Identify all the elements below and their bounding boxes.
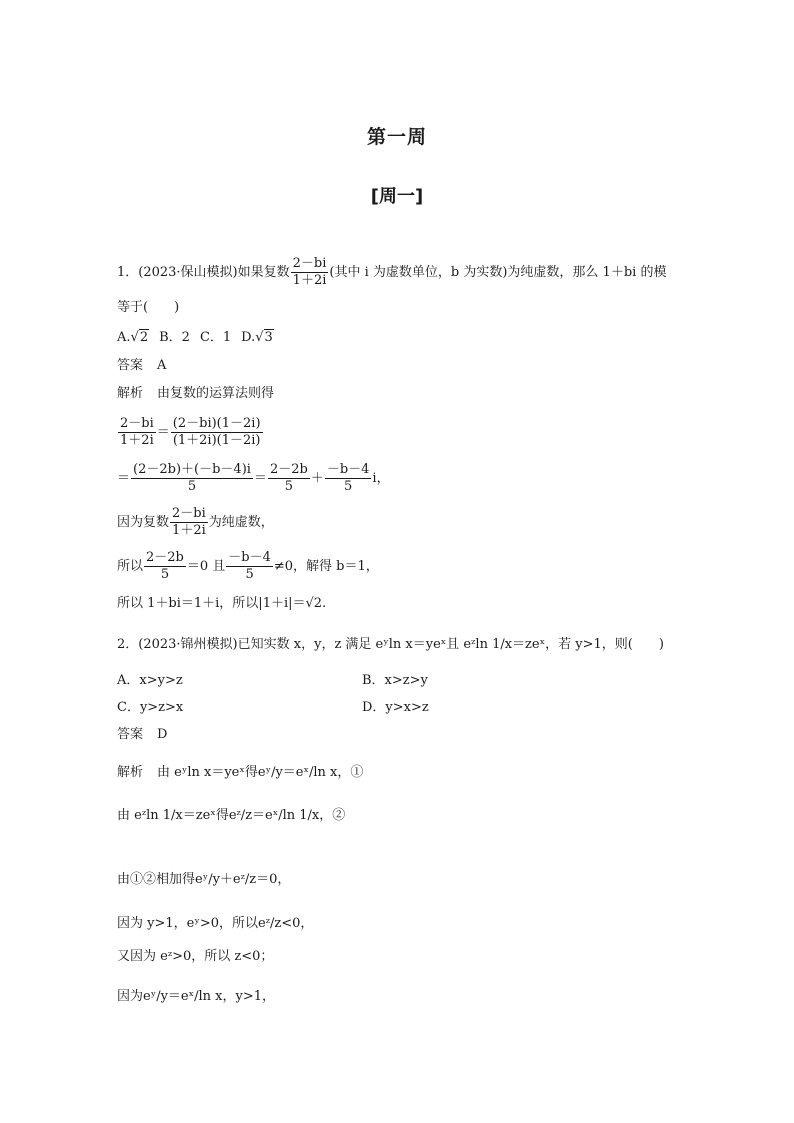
q1-step1-lhs-num: 2－bi xyxy=(120,416,154,431)
q2-analysis-line1 xyxy=(117,765,363,781)
q2-opt-c: C．y>z>x xyxy=(117,700,184,715)
q1-step4-frac2 xyxy=(226,550,273,583)
q1-text-after: (其中 i 为虚数单位，b 为实数)为纯虚数，那么 1＋bi 的模 xyxy=(329,265,667,280)
q1-opt-d-sqrt: √3 xyxy=(255,330,273,345)
q1-step4-frac2-num: －b－4 xyxy=(228,550,271,565)
q1-step1-rhs-num: (2－bi)(1－2i) xyxy=(172,416,261,431)
q1-stem-line1 xyxy=(117,256,666,289)
q1-step2: ＝ $\frac{(2-2b)+(-b-4)i}{5}$ ＝ $\frac{2-2b}{5}$ ＋ $\frac{-b-4}{5}$ i， xyxy=(117,462,390,494)
q1-step4-frac1 xyxy=(144,550,186,583)
q1-frac-num: 2－bi xyxy=(292,256,327,271)
q1-opt-a-sqrt: √2 xyxy=(130,330,149,345)
q1-step4-frac1-den: 5 xyxy=(160,567,170,582)
q1-step3-frac xyxy=(170,506,208,539)
q1-step1: $\frac{2-bi}{1+2i}$ ＝ $\frac{(2-bi)(1-2i)}{(1+2i)(1-2i)}$ xyxy=(120,416,261,448)
q1-step3-post: 为纯虚数， xyxy=(208,515,274,530)
q1-step1-lhs xyxy=(118,416,156,449)
q1-step1-rhs-den: (1＋2i)(1－2i) xyxy=(172,433,261,448)
q1-analysis-line xyxy=(117,386,274,402)
q1-analysis-intro: 由复数的运算法则得 xyxy=(157,386,275,401)
q1-answer-label: 答案 xyxy=(117,358,144,373)
q1-stem-line2: 等于( ) xyxy=(117,300,180,315)
q1-step2-main-den: 5 xyxy=(187,479,197,494)
q1-step4-frac1-num: 2－2b xyxy=(146,550,184,565)
q2-analysis-step3: 由①②相加得eʸ/y＋eᶻ/z＝0， xyxy=(117,872,291,887)
q2-analysis-label: 解析 xyxy=(117,765,144,780)
q1-step2-a xyxy=(268,462,310,495)
q2-answer-label: 答案 xyxy=(117,727,144,742)
q1-frac-den: 1＋2i xyxy=(292,273,327,288)
q1-fraction xyxy=(291,256,329,289)
q1-step1-lhs-den: 1＋2i xyxy=(120,433,154,448)
q1-step4-pre: 所以 xyxy=(117,559,144,574)
q2-opt-d: D．y>x>z xyxy=(362,700,429,715)
q1-step4-mid: ＝0 且 xyxy=(186,559,226,574)
q1-step1-rhs xyxy=(171,416,263,449)
page-title: 第一周 xyxy=(366,126,427,148)
q1-step4-post: ≠0，解得 b＝1， xyxy=(273,559,379,574)
q2-analysis-step4: 因为 y>1，eʸ>0，所以eᶻ/z<0， xyxy=(117,916,314,931)
q1-opt-c: C．1 xyxy=(199,330,232,345)
q1-options xyxy=(117,330,274,346)
q1-step2-b-num: －b－4 xyxy=(326,462,370,477)
q1-step5: 所以 1＋bi＝1＋i，所以|1＋i|＝√2. xyxy=(117,596,327,611)
q2-analysis-step2: 由 eᶻln 1/x＝zeˣ得eᶻ/z＝eˣ/ln 1/x，② xyxy=(117,808,346,823)
q1-opt-d-label: D. xyxy=(241,330,256,345)
q1-step3-frac-num: 2－bi xyxy=(172,506,206,521)
q1-answer-line xyxy=(117,358,166,374)
q1-opt-d-arg: 3 xyxy=(264,330,273,345)
q1-step2-b-den: 5 xyxy=(343,479,353,494)
q1-answer: A xyxy=(157,358,167,373)
q1-analysis-label: 解析 xyxy=(117,386,144,401)
q2-analysis-step6: 因为eʸ/y＝eˣ/ln x，y>1， xyxy=(117,989,276,1004)
q1-step2-a-num: 2－2b xyxy=(269,462,308,477)
q2-opt-b: B．x>z>y xyxy=(362,673,428,688)
q2-opt-a: A．x>y>z xyxy=(117,673,183,688)
q2-answer-line xyxy=(117,727,167,743)
q2-analysis-step5: 又因为 eᶻ>0，所以 z<0； xyxy=(117,949,274,964)
q1-step2-b xyxy=(325,462,372,495)
q1-step4-frac2-den: 5 xyxy=(245,567,254,582)
page-subtitle: [周一] xyxy=(370,186,424,207)
q2-answer: D xyxy=(157,727,168,742)
q1-step2-main xyxy=(131,462,253,495)
q1-opt-a-arg: 2 xyxy=(139,330,149,345)
q1-step4 xyxy=(117,550,379,583)
q1-step3-frac-den: 1＋2i xyxy=(172,523,206,538)
q1-opt-b: B．2 xyxy=(159,330,190,345)
q2-stem: 2．(2023·锦州模拟)已知实数 x，y，z 满足 eʸln x＝yeˣ且 eᶻln 1/x＝zeˣ，若 y>1，则( ) xyxy=(117,637,664,652)
q1-step3 xyxy=(117,506,274,539)
q1-step2-main-num: (2－2b)＋(－b－4)i xyxy=(133,462,251,477)
q1-step2-a-den: 5 xyxy=(284,479,294,494)
q2-analysis-step1: 由 eʸln x＝yeˣ得eʸ/y＝eˣ/ln x，① xyxy=(157,765,364,780)
q1-intro: 1．(2023·保山模拟)如果复数 xyxy=(117,265,290,280)
q1-opt-a-label: A. xyxy=(117,330,131,345)
q1-step3-pre: 因为复数 xyxy=(117,515,170,530)
